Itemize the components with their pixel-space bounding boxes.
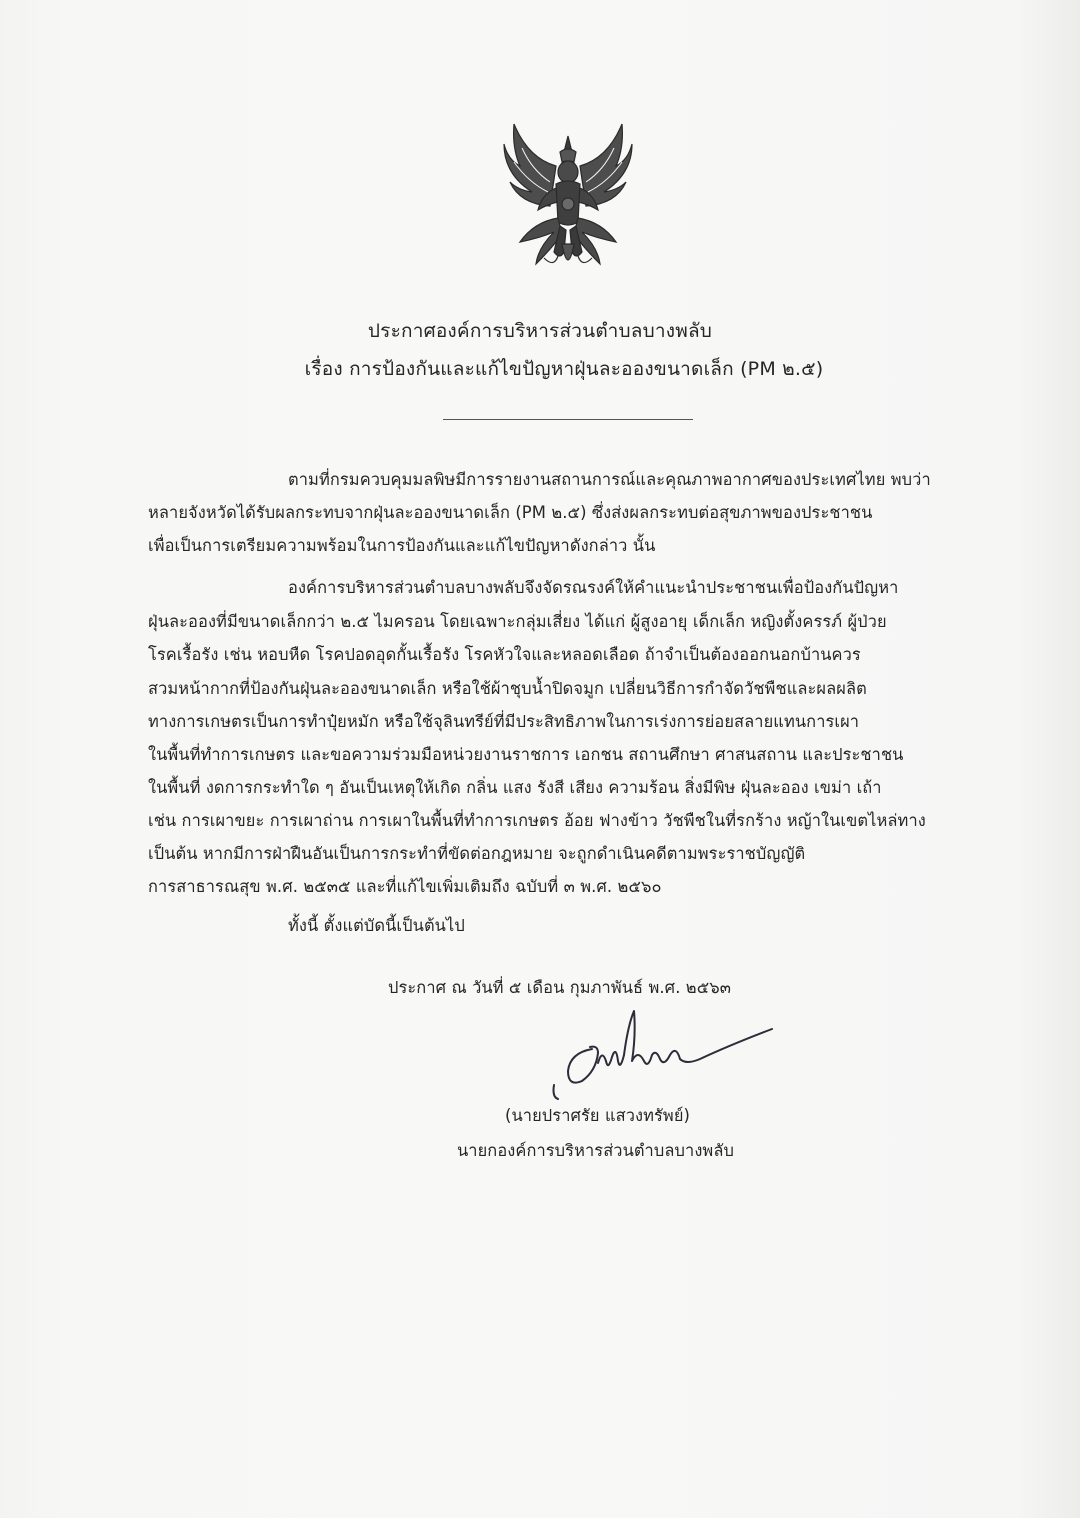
signer-position: นายกองค์การบริหารส่วนตำบลบางพลับ: [457, 1141, 734, 1160]
paragraph-2-line: ทางการเกษตรเป็นการทำปุ๋ยหมัก หรือใช้จุลินทรีย์ที่มีประสิทธิภาพในการเร่งการย่อยสลายแทนการเผา: [148, 712, 860, 731]
paragraph-2-line: การสาธารณสุข พ.ศ. ๒๕๓๕ และที่แก้ไขเพิ่มเติมถึง ฉบับที่ ๓ พ.ศ. ๒๕๖๐: [148, 877, 662, 896]
paragraph-2-line: สวมหน้ากากที่ป้องกันฝุ่นละอองขนาดเล็ก หรือใช้ผ้าชุบน้ำปิดจมูก เปลี่ยนวิธีการกำจัดวัชพืชและผลผลิต: [148, 679, 867, 698]
signature-icon: [540, 1005, 780, 1100]
paragraph-2-line: องค์การบริหารส่วนตำบลบางพลับจึงจัดรณรงค์ให้คำแนะนำประชาชนเพื่อป้องกันปัญหา: [288, 578, 899, 597]
signer-name: (นายปราศรัย แสวงทรัพย์): [505, 1106, 691, 1125]
announcement-date: ประกาศ ณ วันที่ ๕ เดือน กุมภาพันธ์ พ.ศ. ๒๕๖๓: [388, 978, 732, 997]
closing-statement: ทั้งนี้ ตั้งแต่บัดนี้เป็นต้นไป: [288, 916, 465, 935]
paragraph-2-line: เป็นต้น หากมีการฝ่าฝืนอันเป็นการกระทำที่ขัดต่อกฎหมาย จะถูกดำเนินคดีตามพระราชบัญญัติ: [148, 844, 806, 863]
paragraph-2-line: ในพื้นที่ทำการเกษตร และขอความร่วมมือหน่วยงานราชการ เอกชน สถานศึกษา ศาสนสถาน และประชาชน: [148, 745, 904, 764]
title-divider: [443, 419, 693, 420]
announcement-title: ประกาศองค์การบริหารส่วนตำบลบางพลับ: [367, 320, 713, 342]
paragraph-1-line: เพื่อเป็นการเตรียมความพร้อมในการป้องกันและแก้ไขปัญหาดังกล่าว นั้น: [148, 536, 656, 555]
paragraph-1-line: ตามที่กรมควบคุมมลพิษมีการรายงานสถานการณ์และคุณภาพอากาศของประเทศไทย พบว่า: [288, 470, 931, 489]
paragraph-1-line: หลายจังหวัดได้รับผลกระทบจากฝุ่นละอองขนาดเล็ก (PM ๒.๕) ซึ่งส่งผลกระทบต่อสุขภาพของประชาชน: [148, 503, 873, 522]
announcement-subject: เรื่อง การป้องกันและแก้ไขปัญหาฝุ่นละอองขนาดเล็ก (PM ๒.๕): [304, 358, 824, 380]
paragraph-2-line: ในพื้นที่ งดการกระทำใด ๆ อันเป็นเหตุให้เกิด กลิ่น แสง รังสี เสียง ความร้อน สิ่งมีพิษ ฝุ่นละออง เขม่า เถ้า: [148, 778, 882, 797]
paragraph-2-line: ฝุ่นละอองที่มีขนาดเล็กกว่า ๒.๕ ไมครอน โดยเฉพาะกลุ่มเสี่ยง ได้แก่ ผู้สูงอายุ เด็กเล็ก หญิงตั้งครรภ์ ผู้ป่วย: [148, 612, 887, 631]
paragraph-2-line: เช่น การเผาขยะ การเผาถ่าน การเผาในพื้นที่ทำการเกษตร อ้อย ฟางข้าว วัชพืชในที่รกร้าง หญ้าในเขตไหล่ทาง: [148, 811, 926, 830]
garuda-emblem-icon: [498, 118, 638, 278]
paragraph-2-line: โรคเรื้อรัง เช่น หอบหืด โรคปอดอุดกั้นเรื้อรัง โรคหัวใจและหลอดเลือด ถ้าจำเป็นต้องออกนอกบ้านควร: [148, 645, 861, 664]
